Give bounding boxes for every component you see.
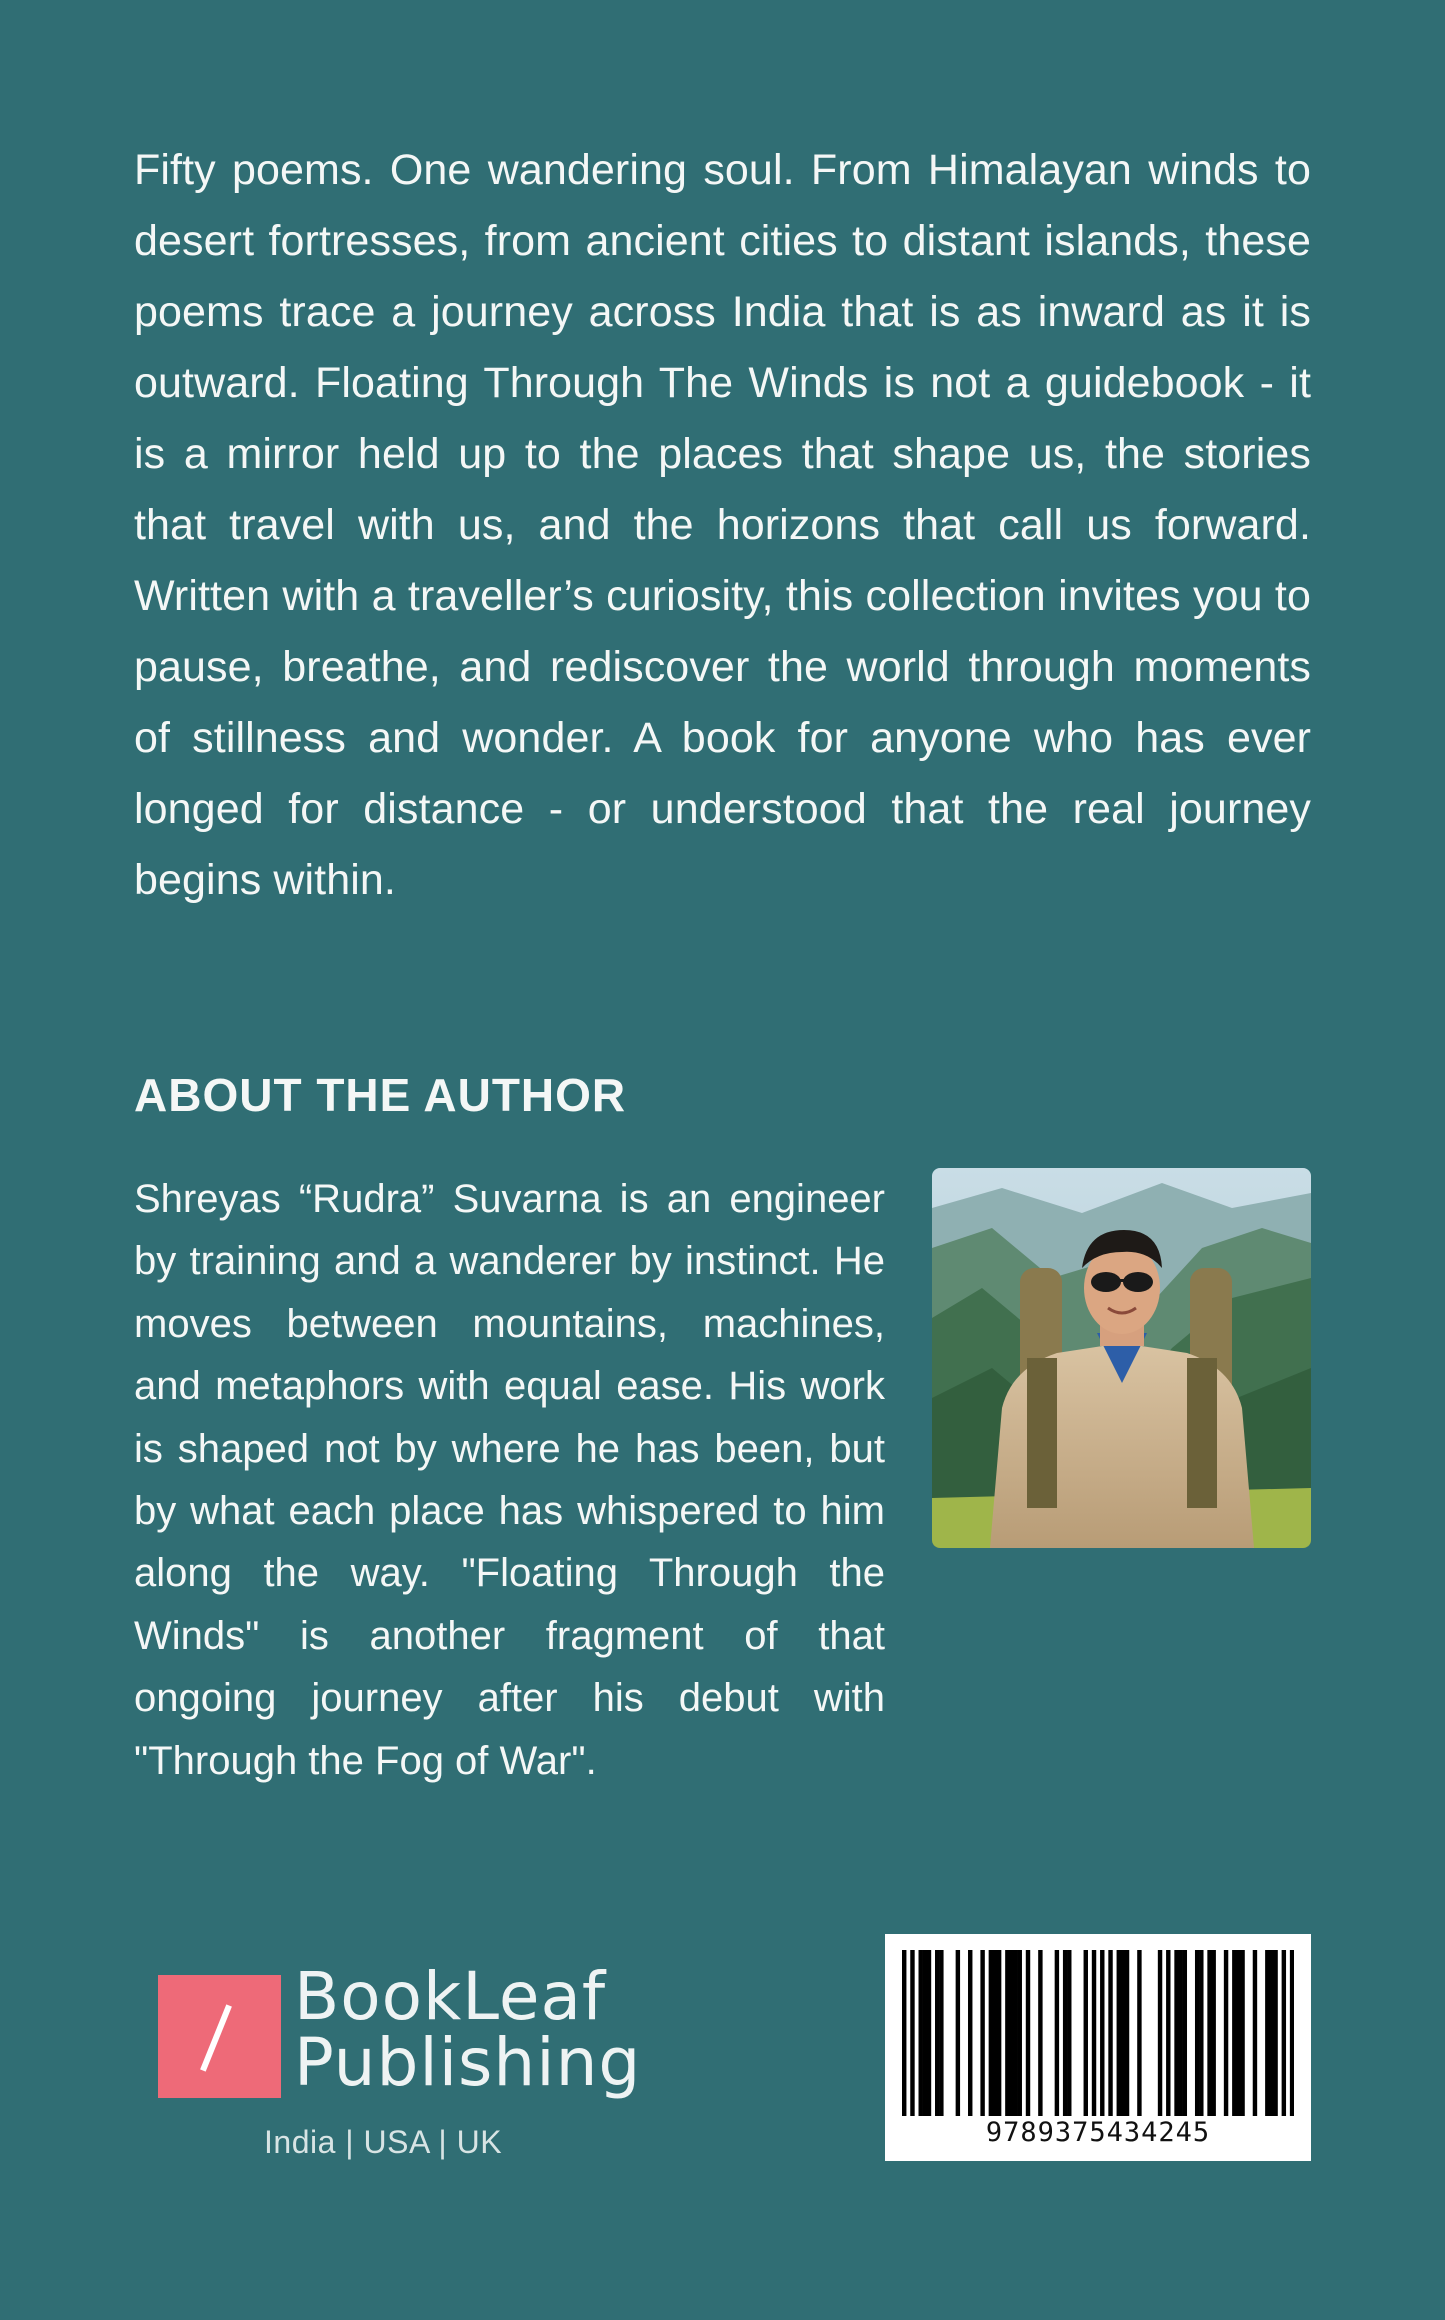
barcode-bar — [1121, 1950, 1125, 2116]
barcode-bar — [1067, 1950, 1071, 2116]
isbn-number: 9789375434245 — [985, 2117, 1211, 2148]
barcode-bar — [1005, 1950, 1009, 2116]
barcode-bar — [1018, 1950, 1022, 2116]
publisher-name-line1: BookLeaf — [294, 1958, 607, 2035]
barcode-bar — [956, 1950, 960, 2116]
barcode-bar — [1240, 1950, 1244, 2116]
slash-icon — [200, 2004, 232, 2071]
logo-mark — [158, 1975, 281, 2098]
isbn-barcode — [885, 1934, 1311, 2161]
author-photo — [932, 1168, 1311, 1548]
barcode-bar — [1207, 1950, 1211, 2116]
barcode-bar — [989, 1950, 993, 2116]
barcode-bar — [1224, 1950, 1228, 2116]
barcode-bar — [997, 1950, 1001, 2116]
book-blurb: Fifty poems. One wandering soul. From Himalayan winds to desert fortresses, from ancient cities to distant islands, these poems trace a journey across India that is as inward as it is outward. Floating Through The Winds is not a guidebook - it is a mirror held up to the places that shape us, the stories that travel with us, and the horizons that call us forward. Written with a traveller’s curiosity, this collection invites you to pause, breathe, and rediscover the world through moments of stillness and wonder. A book for anyone who has ever longed for distance - or understood that the real journey begins within. — [134, 146, 1311, 904]
author-bio: Shreyas “Rudra” Suvarna is an engineer by training and a wanderer by instinct. He moves between mountains, machines, and metaphors with equal ease. His work is shaped not by where he has been, but by what each place has whispered to him along the way. "Floating Through the Winds" is another fragment of that ongoing journey after his debut with "Through the Fog of War". — [134, 1177, 885, 1783]
barcode-bar — [1108, 1950, 1112, 2116]
barcode-bar — [1125, 1950, 1129, 2116]
barcode-bar — [980, 1950, 984, 2116]
barcode-bar — [1100, 1950, 1104, 2116]
barcode-bar — [1055, 1950, 1059, 2116]
barcode-bar — [1117, 1950, 1121, 2116]
barcode-bar — [919, 1950, 923, 2116]
barcode-bar — [1195, 1950, 1199, 2116]
barcode-bar — [1158, 1950, 1162, 2116]
barcode-bar — [927, 1950, 931, 2116]
barcode-bar — [1232, 1950, 1236, 2116]
barcode-bars — [902, 1950, 1294, 2116]
barcode-bar — [1137, 1950, 1141, 2116]
barcode-bar — [935, 1950, 939, 2116]
barcode-bar — [993, 1950, 997, 2116]
publisher-name-line2: Publishing — [294, 2024, 642, 2101]
about-author-heading: ABOUT THE AUTHOR — [134, 1069, 627, 1121]
barcode-bar — [923, 1950, 927, 2116]
barcode-bar — [1211, 1950, 1215, 2116]
barcode-bar — [1199, 1950, 1203, 2116]
barcode-bar — [1265, 1950, 1269, 2116]
barcode-bar — [1253, 1950, 1257, 2116]
barcode-bar — [1236, 1950, 1240, 2116]
barcode-bar — [1038, 1950, 1042, 2116]
barcode-bar — [1009, 1950, 1013, 2116]
barcode-bar — [1290, 1950, 1294, 2116]
barcode-bar — [968, 1950, 972, 2116]
barcode-bar — [1013, 1950, 1017, 2116]
barcode-bar — [1269, 1950, 1273, 2116]
barcode-bar — [1092, 1950, 1096, 2116]
barcode-bar — [1063, 1950, 1067, 2116]
barcode-bar — [1273, 1950, 1277, 2116]
publisher-logo — [158, 1958, 642, 2170]
barcode-bar — [1174, 1950, 1178, 2116]
barcode-bar — [939, 1950, 943, 2116]
barcode-bar — [902, 1950, 906, 2116]
publisher-regions: India | USA | UK — [264, 2124, 503, 2160]
barcode-bar — [1026, 1950, 1030, 2116]
barcode-bar — [1282, 1950, 1286, 2116]
barcode-bar — [1084, 1950, 1088, 2116]
barcode-bar — [910, 1950, 914, 2116]
barcode-bar — [1178, 1950, 1182, 2116]
barcode-bar — [1183, 1950, 1187, 2116]
barcode-bar — [1166, 1950, 1170, 2116]
